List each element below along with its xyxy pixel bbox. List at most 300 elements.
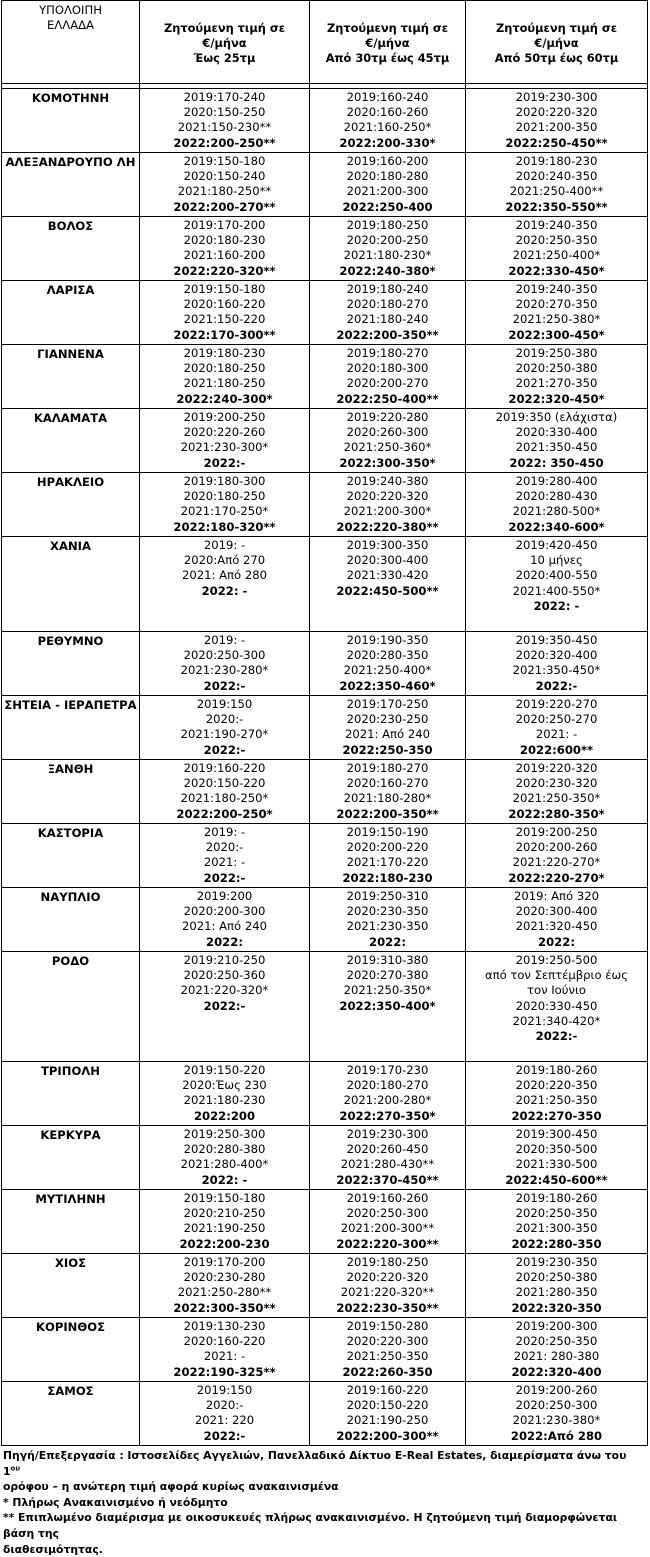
price-line: 10 μήνες [530, 553, 583, 568]
price-line: 2021:230-280* [180, 663, 269, 678]
price-line: 2020:160-220 [183, 297, 266, 312]
price-line: 2021:250-350 [346, 1349, 429, 1364]
price-line: 2021:190-270* [180, 727, 269, 742]
price-line: 2020:230-350 [346, 904, 429, 919]
price-line: 2019:250-500 [515, 953, 598, 967]
price-line: 2020:Από 270 [183, 553, 266, 568]
price-cell-up-to-25 [140, 888, 310, 952]
price-line: 2019:250-310 [346, 889, 429, 903]
price-line: 2020:240-350 [515, 169, 598, 184]
price-line: 2020:230-250 [346, 712, 429, 727]
price-line: 2019:180-230 [183, 346, 266, 360]
price-line: 2019:230-300 [515, 90, 598, 104]
price-line: 2022:250-400** [336, 391, 439, 406]
price-line: 2022:- [203, 678, 246, 693]
price-cell-up-to-25 [140, 473, 310, 537]
price-line: 2022:320-350 [511, 1300, 602, 1315]
city-name: ΧΙΟΣ [2, 1254, 140, 1318]
price-line: 2020:160-260 [346, 105, 429, 120]
price-cell-30-45 [310, 696, 466, 760]
price-line: 2022:200-330* [339, 135, 436, 150]
price-line: 2019:180-260 [515, 1191, 598, 1205]
city-name: ΚΑΛΑΜΑΤΑ [2, 409, 140, 473]
price-line: 2021:150-230** [177, 120, 272, 135]
price-line: 2019:170-250 [346, 697, 429, 711]
price-line: 2022:270-350* [339, 1108, 436, 1123]
header-line: Έως 25τμ [193, 51, 256, 65]
price-line: 2020:220-320 [346, 1270, 429, 1285]
price-line: 2020:350-500 [515, 1142, 598, 1157]
header-line: Από 30τμ έως 45τμ [325, 51, 450, 65]
price-cell-30-45 [310, 824, 466, 888]
city-name: ΚΕΡΚΥΡΑ [2, 1126, 140, 1190]
price-line: 2020:260-450 [346, 1142, 429, 1157]
price-cell-50-60 [466, 89, 648, 153]
price-cell-30-45 [310, 473, 466, 537]
price-cell-50-60 [466, 1318, 648, 1382]
price-line: 2020:250-300 [515, 1398, 598, 1413]
price-cell-50-60 [466, 1382, 648, 1446]
price-line: 2020:250-380 [515, 361, 598, 376]
price-line: 2022:340-600* [508, 519, 605, 534]
price-line: 2021:200-300** [340, 1221, 435, 1236]
price-line: 2021:180-250 [183, 376, 266, 391]
price-cell-up-to-25 [140, 632, 310, 696]
price-line: 2019:160-200 [346, 154, 429, 168]
price-line: 2020:280-380 [183, 1142, 266, 1157]
price-line: 2019:130-230 [183, 1319, 266, 1333]
price-line: 2022:190-325** [173, 1364, 276, 1379]
price-line: 2022:450-600** [505, 1172, 608, 1187]
price-line: 2021: - [203, 1349, 246, 1364]
table-row [2, 409, 648, 473]
price-line: 2020:180-300 [346, 361, 429, 376]
ordinal-superscript: ου [10, 1464, 21, 1472]
city-name: ΝΑΥΠΛΙΟ [2, 888, 140, 952]
price-line: 2022:280-350 [511, 1236, 602, 1251]
table-row [2, 1382, 648, 1446]
price-line: 2020:250-350 [515, 1206, 598, 1221]
header-line: €/μήνα [534, 36, 579, 50]
table-row [2, 473, 648, 537]
price-line: 2021:190-250 [183, 1221, 266, 1236]
price-cell-30-45 [310, 888, 466, 952]
price-line: 2021:250-400** [509, 184, 604, 199]
price-line: 2019: Από 320 [514, 889, 599, 903]
price-line: 2022:350-400* [339, 998, 436, 1013]
price-line: 2019:170-200 [183, 1255, 266, 1269]
price-line: 2021:200-300* [343, 504, 432, 519]
price-line: 2019:200-250 [183, 410, 266, 424]
price-line: 2019:150 [196, 697, 253, 711]
price-line: 2021:300-350 [515, 1221, 598, 1236]
price-line: 2020:280-430 [515, 489, 598, 504]
header-col-30-45 [310, 1, 466, 84]
price-line: 2022:320-400 [511, 1364, 602, 1379]
price-line: 2020:Έως 230 [182, 1078, 267, 1093]
price-line: 2020:220-320 [515, 105, 598, 120]
price-line: 2019:160-260 [346, 1191, 429, 1205]
table-row [2, 281, 648, 345]
price-line: 2020:200-250 [346, 233, 429, 248]
price-line: 2022:- [203, 870, 246, 885]
price-line: 2020:250-350 [515, 1334, 598, 1349]
price-line: 2020:220-350 [515, 1078, 598, 1093]
price-cell-up-to-25 [140, 409, 310, 473]
price-line: 2020:330-450 [515, 998, 598, 1013]
price-line: 2021:320-450 [515, 919, 598, 934]
price-line: 2021:180-250** [177, 184, 272, 199]
price-line: 2022:Από 280 [510, 1428, 603, 1443]
header-col-50-60 [466, 1, 648, 84]
price-line: 2022:250-350 [342, 742, 433, 757]
table-row [2, 537, 648, 632]
city-name: ΚΟΡΙΝΘΟΣ [2, 1318, 140, 1382]
price-line: 2019:180-300 [183, 474, 266, 488]
price-line: 2020:150-250 [183, 105, 266, 120]
price-line: 2019:160-240 [346, 90, 429, 104]
price-cell-50-60 [466, 537, 648, 632]
city-name: ΚΟΜΟΤΗΝΗ [2, 89, 140, 153]
price-cell-30-45 [310, 1190, 466, 1254]
price-line: 2020:220-320 [346, 489, 429, 504]
price-line: 2022: - [201, 583, 248, 598]
footnote-double-star: ** Επιπλωμένο διαμέρισμα με οικοσυκευές πλήρως ανακαινισμένο. Η ζητούμενη τιμή διαμορφώνεται βάση της [3, 1511, 618, 1540]
header-line: €/μήνα [202, 36, 247, 50]
price-line: 2019:180-260 [515, 1063, 598, 1077]
price-line: 2021:250-400* [343, 663, 432, 678]
price-line: 2019: - [203, 633, 246, 647]
price-line: 2020:150-220 [183, 776, 266, 791]
price-line: 2019:180-270 [346, 761, 429, 775]
price-line: 2022: 350-450 [509, 455, 604, 470]
price-line: 2020:250-380 [515, 1270, 598, 1285]
price-cell-up-to-25 [140, 824, 310, 888]
price-line: 2020:250-300 [183, 648, 266, 663]
table-row [2, 824, 648, 888]
price-line: 2021:270-350 [515, 376, 598, 391]
price-line: 2019:180-270 [346, 346, 429, 360]
table-row [2, 1062, 648, 1126]
price-line: 2021:280-430** [340, 1157, 435, 1172]
price-line: 2022:240-300* [176, 391, 273, 406]
price-line: 2022: - [201, 1172, 248, 1187]
price-line: 2022:- [535, 1029, 578, 1044]
price-line: 2021:330-420 [346, 568, 429, 583]
price-line: 2020:200-270 [346, 376, 429, 391]
table-body [2, 89, 648, 1446]
price-cell-30-45 [310, 281, 466, 345]
price-line: 2020:250-360 [183, 968, 266, 983]
price-line: 2019:310-380 [346, 953, 429, 967]
price-line: 2021:180-240 [346, 312, 429, 327]
price-line: 2020:- [205, 840, 244, 855]
header-col-up-to-25 [140, 1, 310, 84]
price-line: 2020:160-220 [183, 1334, 266, 1349]
price-cell-up-to-25 [140, 1382, 310, 1446]
price-line: 2019:220-280 [346, 410, 429, 424]
city-name: ΣΑΜΟΣ [2, 1382, 140, 1446]
price-line: 2021:230-350 [346, 919, 429, 934]
price-cell-50-60 [466, 345, 648, 409]
price-line: 2022: [369, 934, 406, 949]
price-line: 2020:180-230 [183, 233, 266, 248]
price-cell-30-45 [310, 1062, 466, 1126]
header-region [2, 1, 140, 84]
price-line: 2022:220-380** [336, 519, 439, 534]
price-cell-up-to-25 [140, 1318, 310, 1382]
price-line: 2021: Από 240 [345, 727, 430, 742]
table-row [2, 1126, 648, 1190]
price-line: 2019:160-220 [346, 1383, 429, 1397]
price-cell-up-to-25 [140, 537, 310, 632]
price-line: 2020:160-270 [346, 776, 429, 791]
price-line: 2019: - [203, 538, 246, 552]
price-line: 2021:400-550* [512, 583, 601, 598]
price-cell-50-60 [466, 1126, 648, 1190]
price-line: 2021:200-350 [515, 120, 598, 135]
price-line: 2021:330-500 [515, 1157, 598, 1172]
price-cell-up-to-25 [140, 345, 310, 409]
price-cell-30-45 [310, 632, 466, 696]
price-line: 2019:200 [196, 889, 253, 903]
price-cell-30-45 [310, 1382, 466, 1446]
price-line: 2022:200-350** [336, 806, 439, 821]
price-line: 2019:150-180 [183, 282, 266, 296]
price-line: 2022:220-300** [336, 1236, 439, 1251]
price-line: 2022:- [203, 742, 246, 757]
price-line: 2022:230-350** [336, 1300, 439, 1315]
price-line: 2022:600** [519, 742, 594, 757]
price-line: 2021: 280-380 [513, 1349, 600, 1364]
table-row [2, 760, 648, 824]
table-row [2, 1254, 648, 1318]
price-line: 2021:190-250 [346, 1413, 429, 1428]
price-line: 2019:150-280 [346, 1319, 429, 1333]
header-line: Από 50τμ έως 60τμ [494, 51, 619, 65]
price-line: 2021: 220 [194, 1413, 255, 1428]
header-line: €/μήνα [365, 36, 410, 50]
price-line: 2022:330-450* [508, 263, 605, 278]
price-line: 2021:230-380* [512, 1413, 601, 1428]
price-line: 2020:250-270 [515, 712, 598, 727]
price-line: 2019:420-450 [515, 538, 598, 552]
price-line: 2020:210-250 [183, 1206, 266, 1221]
price-line: 2020:330-400 [515, 425, 598, 440]
price-line: 2019:150 [196, 1383, 253, 1397]
price-line: 2019:230-300 [346, 1127, 429, 1141]
price-line: 2022:300-350* [339, 455, 436, 470]
rent-price-table [1, 0, 648, 1446]
price-line: 2022:200-300** [336, 1428, 439, 1443]
price-line: 2019:220-270 [515, 697, 598, 711]
price-line: 2019:180-250 [346, 1255, 429, 1269]
price-cell-up-to-25 [140, 89, 310, 153]
price-line: 2020:280-350 [346, 648, 429, 663]
price-line: 2022:240-380* [339, 263, 436, 278]
price-line: 2021: - [203, 855, 246, 870]
price-line: 2020:150-240 [183, 169, 266, 184]
price-cell-up-to-25 [140, 1190, 310, 1254]
price-line: 2019:180-230 [515, 154, 598, 168]
price-cell-50-60 [466, 409, 648, 473]
table-row [2, 217, 648, 281]
city-name: ΞΑΝΘΗ [2, 760, 140, 824]
table-header-row [2, 1, 648, 84]
price-cell-50-60 [466, 217, 648, 281]
price-line: 2020:220-300 [346, 1334, 429, 1349]
price-line: 2022:220-320** [173, 263, 276, 278]
price-cell-30-45 [310, 1254, 466, 1318]
city-name: ΡΟΔΟ [2, 952, 140, 1062]
price-line: 2022:- [203, 1428, 246, 1443]
price-line: 2022:180-230 [342, 870, 433, 885]
price-line: 2022:220-270* [508, 870, 605, 885]
price-line: 2020:- [205, 1398, 244, 1413]
price-line: 2020:180-270 [346, 1078, 429, 1093]
header-line: Ζητούμενη τιμή σε [326, 21, 449, 35]
price-line: 2019:280-400 [515, 474, 598, 488]
table-row [2, 888, 648, 952]
price-line: 2022: [206, 934, 243, 949]
price-line: 2022:170-300** [173, 327, 276, 342]
city-name: ΒΟΛΟΣ [2, 217, 140, 281]
price-line: 2021:350-450 [515, 440, 598, 455]
price-line: 2021:180-230 [183, 1093, 266, 1108]
price-cell-50-60 [466, 473, 648, 537]
table-row [2, 1190, 648, 1254]
price-line: 2021:250-380* [512, 312, 601, 327]
table-row [2, 632, 648, 696]
price-line: 2019:240-380 [346, 474, 429, 488]
city-name: ΛΑΡΙΣΑ [2, 281, 140, 345]
price-line: 2022:260-350 [342, 1364, 433, 1379]
price-line: 2019:350-450 [515, 633, 598, 647]
price-line: 2022:200-250** [173, 135, 276, 150]
price-line: 2022:200-350** [336, 327, 439, 342]
price-line: 2020:200-260 [515, 840, 598, 855]
price-cell-30-45 [310, 409, 466, 473]
price-line: 2020:180-280 [346, 169, 429, 184]
price-line: 2020:200-220 [346, 840, 429, 855]
price-line: 2020:300-400 [515, 904, 598, 919]
price-line: 2019:150-190 [346, 825, 429, 839]
city-name: ΤΡΙΠΟΛΗ [2, 1062, 140, 1126]
price-line: 2019:220-320 [515, 761, 598, 775]
price-line: 2019:190-350 [346, 633, 429, 647]
price-line: 2021:180-280* [343, 791, 432, 806]
price-line: 2019:180-250 [346, 218, 429, 232]
price-line: 2020:200-300 [183, 904, 266, 919]
price-line: 2021:250-350* [512, 791, 601, 806]
price-line: 2021:170-250* [180, 504, 269, 519]
price-line: 2019:300-350 [346, 538, 429, 552]
price-line: 2022:370-450** [336, 1172, 439, 1187]
city-name: ΡΕΘΥΜΝΟ [2, 632, 140, 696]
price-line: 2019:170-200 [183, 218, 266, 232]
table-notes [1, 1446, 649, 1557]
price-line: 2022:300-450* [508, 327, 605, 342]
price-line: 2021:280-500* [512, 504, 601, 519]
price-line: 2019:150-180 [183, 154, 266, 168]
price-line: 2021:280-400* [180, 1157, 269, 1172]
price-line: από τον Σεπτέμβριο έως [484, 968, 629, 983]
price-line: 2021:350-450* [512, 663, 601, 678]
price-cell-50-60 [466, 281, 648, 345]
price-line: 2019:240-350 [515, 218, 598, 232]
header-region-line: ΥΠΟΛΟΙΠΗ [39, 3, 102, 17]
city-name: ΧΑΝΙΑ [2, 537, 140, 632]
price-cell-30-45 [310, 217, 466, 281]
price-line: 2022:200-250* [176, 806, 273, 821]
table-row [2, 952, 648, 1062]
price-cell-50-60 [466, 696, 648, 760]
price-line: 2021: - [535, 727, 578, 742]
price-line: 2021:170-220 [346, 855, 429, 870]
city-name: ΣΗΤΕΙΑ - ΙΕΡΑΠΕΤΡΑ [2, 696, 140, 760]
price-line: 2019:200-260 [515, 1383, 598, 1397]
price-line: 2021:180-230* [343, 248, 432, 263]
price-cell-50-60 [466, 632, 648, 696]
price-line: 2019: - [203, 825, 246, 839]
price-line: 2022:320-450* [508, 391, 605, 406]
table-row [2, 345, 648, 409]
price-line: 2021:200-280* [343, 1093, 432, 1108]
price-line: 2022:250-450** [505, 135, 608, 150]
source-note-text: Πηγή/Επεξεργασία : Ιστοσελίδες Αγγελιών, Πανελλαδικό Δίκτυο E-Real Estates, διαμερίσματα άνω του 1 [3, 1449, 627, 1478]
price-line: 2022:- [535, 678, 578, 693]
city-name: ΓΙΑΝΝΕΝΑ [2, 345, 140, 409]
price-cell-up-to-25 [140, 153, 310, 217]
price-line: 2022:450-500** [336, 583, 439, 598]
price-line: 2020:180-250 [183, 361, 266, 376]
price-cell-50-60 [466, 824, 648, 888]
price-line: 2019:150-220 [183, 1063, 266, 1077]
price-line: 2021: Από 240 [182, 919, 267, 934]
price-cell-up-to-25 [140, 1126, 310, 1190]
price-line: 2020:270-380 [346, 968, 429, 983]
price-line: 2019:240-350 [515, 282, 598, 296]
price-cell-50-60 [466, 952, 648, 1062]
price-line: 2020:220-260 [183, 425, 266, 440]
price-line: 2021:230-300* [180, 440, 269, 455]
price-cell-50-60 [466, 1190, 648, 1254]
price-line: 2022: - [533, 598, 580, 613]
price-line: 2020:300-400 [346, 553, 429, 568]
price-line: 2020:260-300 [346, 425, 429, 440]
price-line: τον Ιούνιο [527, 983, 586, 998]
price-line: 2021:220-320** [340, 1285, 435, 1300]
header-line: Ζητούμενη τιμή σε [163, 21, 286, 35]
price-cell-up-to-25 [140, 952, 310, 1062]
price-line: 2021:160-200 [183, 248, 266, 263]
footnote-double-star-continued: διαθεσιμότητας. [3, 1542, 103, 1556]
price-line: 2019:300-450 [515, 1127, 598, 1141]
price-line: 2019:180-240 [346, 282, 429, 296]
price-line: 2021:340-420* [512, 1013, 601, 1028]
header-region-line: ΕΛΛΑΔΑ [47, 18, 94, 33]
price-cell-30-45 [310, 952, 466, 1062]
price-line: 2019:170-240 [183, 90, 266, 104]
table-row [2, 89, 648, 153]
price-line: 2021:280-350 [515, 1285, 598, 1300]
price-line: 2022:350-550** [505, 199, 608, 214]
price-line: 2022:- [203, 455, 246, 470]
source-note-continued: ορόφου – η ανώτερη τιμή αφορά κυρίως ανακαινισμένα [3, 1480, 339, 1494]
price-line: 2021:200-300 [346, 184, 429, 199]
price-cell-50-60 [466, 760, 648, 824]
price-line: 2021:250-350* [343, 983, 432, 998]
